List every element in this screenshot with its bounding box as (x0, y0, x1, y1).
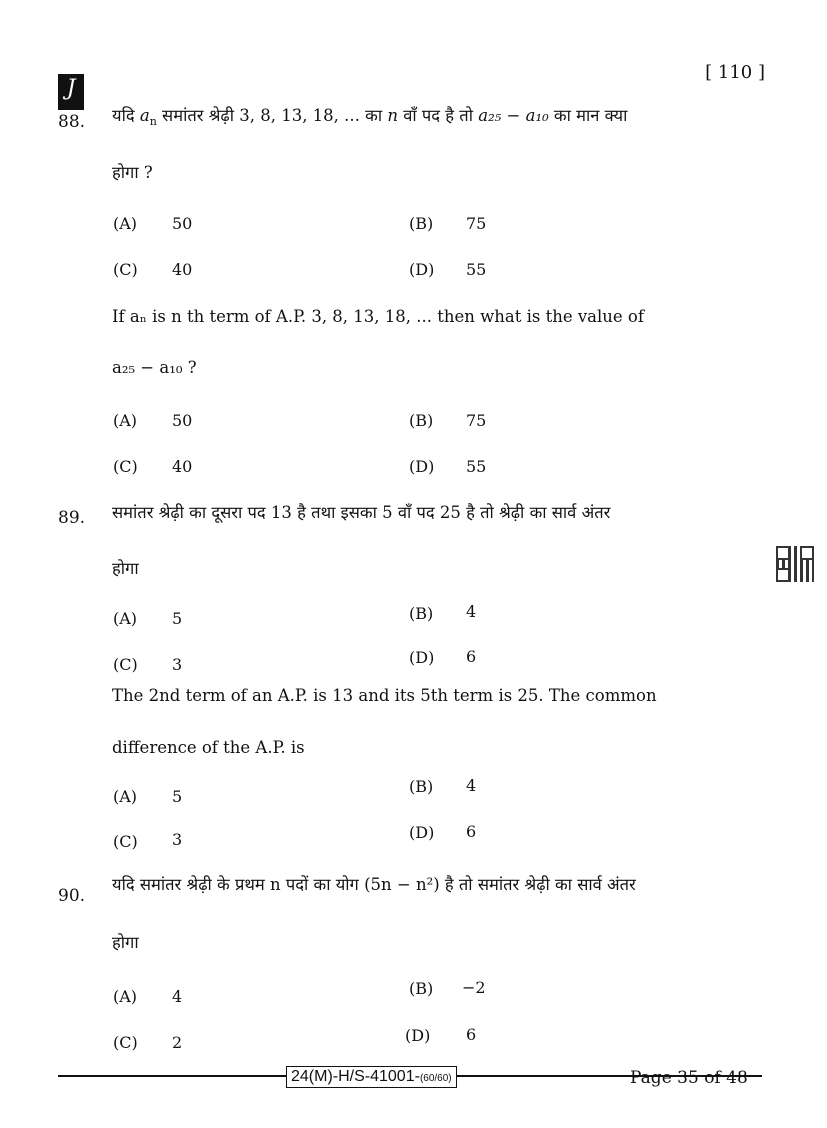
question-number: 90. (58, 886, 86, 906)
option-label: (B) (409, 604, 434, 623)
option-value: 50 (172, 214, 193, 233)
option-value: 40 (172, 457, 193, 476)
option-label: (A) (113, 214, 138, 233)
option-label: (B) (409, 979, 434, 998)
option-label: (D) (409, 457, 435, 476)
option-value: 75 (466, 411, 487, 430)
option-label: (C) (113, 832, 138, 851)
option-value: 4 (466, 602, 477, 621)
option-value: 5 (172, 787, 183, 806)
math-var: a (139, 106, 150, 125)
math-sub: n (149, 115, 157, 128)
question-88-hindi-line1 (112, 103, 627, 128)
qr-finder (800, 546, 814, 560)
option-label: (D) (409, 648, 435, 667)
question-number: 89. (58, 508, 86, 528)
option-label: (B) (409, 411, 434, 430)
paper-code (286, 1066, 457, 1088)
qr-finder (776, 568, 790, 582)
option-value: 3 (172, 830, 183, 849)
option-label: (A) (113, 987, 138, 1006)
question-90-hindi-line1: यदि समांतर श्रेढ़ी के प्रथम n पदों का योग (5n − n²) है तो समांतर श्रेढ़ी का सार्व अंतर (112, 875, 636, 894)
question-88-hindi-line2: होगा ? (112, 163, 153, 182)
option-value: 6 (466, 822, 477, 841)
text-segment: का मान क्या (548, 106, 628, 125)
qr-finder (776, 546, 790, 560)
option-value: 55 (466, 260, 487, 279)
option-value: 5 (172, 609, 183, 628)
option-label: (B) (409, 214, 434, 233)
math-expression: a₂₅ − a₁₀ (478, 106, 549, 125)
option-label: (C) (113, 260, 138, 279)
option-value: 4 (172, 987, 183, 1006)
option-label: (C) (113, 457, 138, 476)
question-89-english-line2: difference of the A.P. is (112, 738, 305, 757)
option-value: 6 (466, 647, 477, 666)
option-value: 4 (466, 776, 477, 795)
option-label: (A) (113, 787, 138, 806)
question-90-hindi-line2: होगा (112, 933, 139, 952)
question-number: 88. (58, 112, 86, 132)
option-value: 3 (172, 655, 183, 674)
paper-code-suffix: (60/60) (419, 1073, 452, 1084)
option-value: 2 (172, 1033, 183, 1052)
option-value: 55 (466, 457, 487, 476)
question-89-english-line1: The 2nd term of an A.P. is 13 and its 5th term is 25. The common (112, 686, 657, 705)
option-label: (D) (409, 260, 435, 279)
math-var: n (387, 106, 398, 125)
option-label: (B) (409, 777, 434, 796)
option-value: 50 (172, 411, 193, 430)
paper-code-text: 24(M)-H/S-41001- (291, 1068, 420, 1085)
question-88-english-line1: If aₙ is n th term of A.P. 3, 8, 13, 18, ... then what is the value of (112, 307, 644, 326)
set-badge: J (58, 74, 84, 110)
option-label: (C) (113, 655, 138, 674)
page-number: Page 35 of 48 (630, 1068, 748, 1088)
text-segment: वाँ पद है तो (397, 106, 479, 125)
text-segment: समांतर श्रेढ़ी 3, 8, 13, 18, ... का (156, 106, 388, 125)
option-label: (C) (113, 1033, 138, 1052)
option-label: (D) (409, 823, 435, 842)
option-value: 6 (466, 1025, 477, 1044)
question-89-hindi-line1: समांतर श्रेढ़ी का दूसरा पद 13 है तथा इसका 5 वाँ पद 25 है तो श्रेढ़ी का सार्व अंतर (112, 503, 611, 522)
option-label: (A) (113, 411, 138, 430)
page-marker: [ 110 ] (705, 62, 765, 83)
option-value: 40 (172, 260, 193, 279)
question-88-english-line2: a₂₅ − a₁₀ ? (112, 358, 197, 377)
question-89-hindi-line2: होगा (112, 559, 139, 578)
option-value: −2 (462, 978, 486, 997)
option-value: 75 (466, 214, 487, 233)
text-segment: यदि (112, 106, 140, 125)
option-label: (D) (405, 1026, 431, 1045)
qr-code-icon (776, 546, 814, 582)
option-label: (A) (113, 609, 138, 628)
